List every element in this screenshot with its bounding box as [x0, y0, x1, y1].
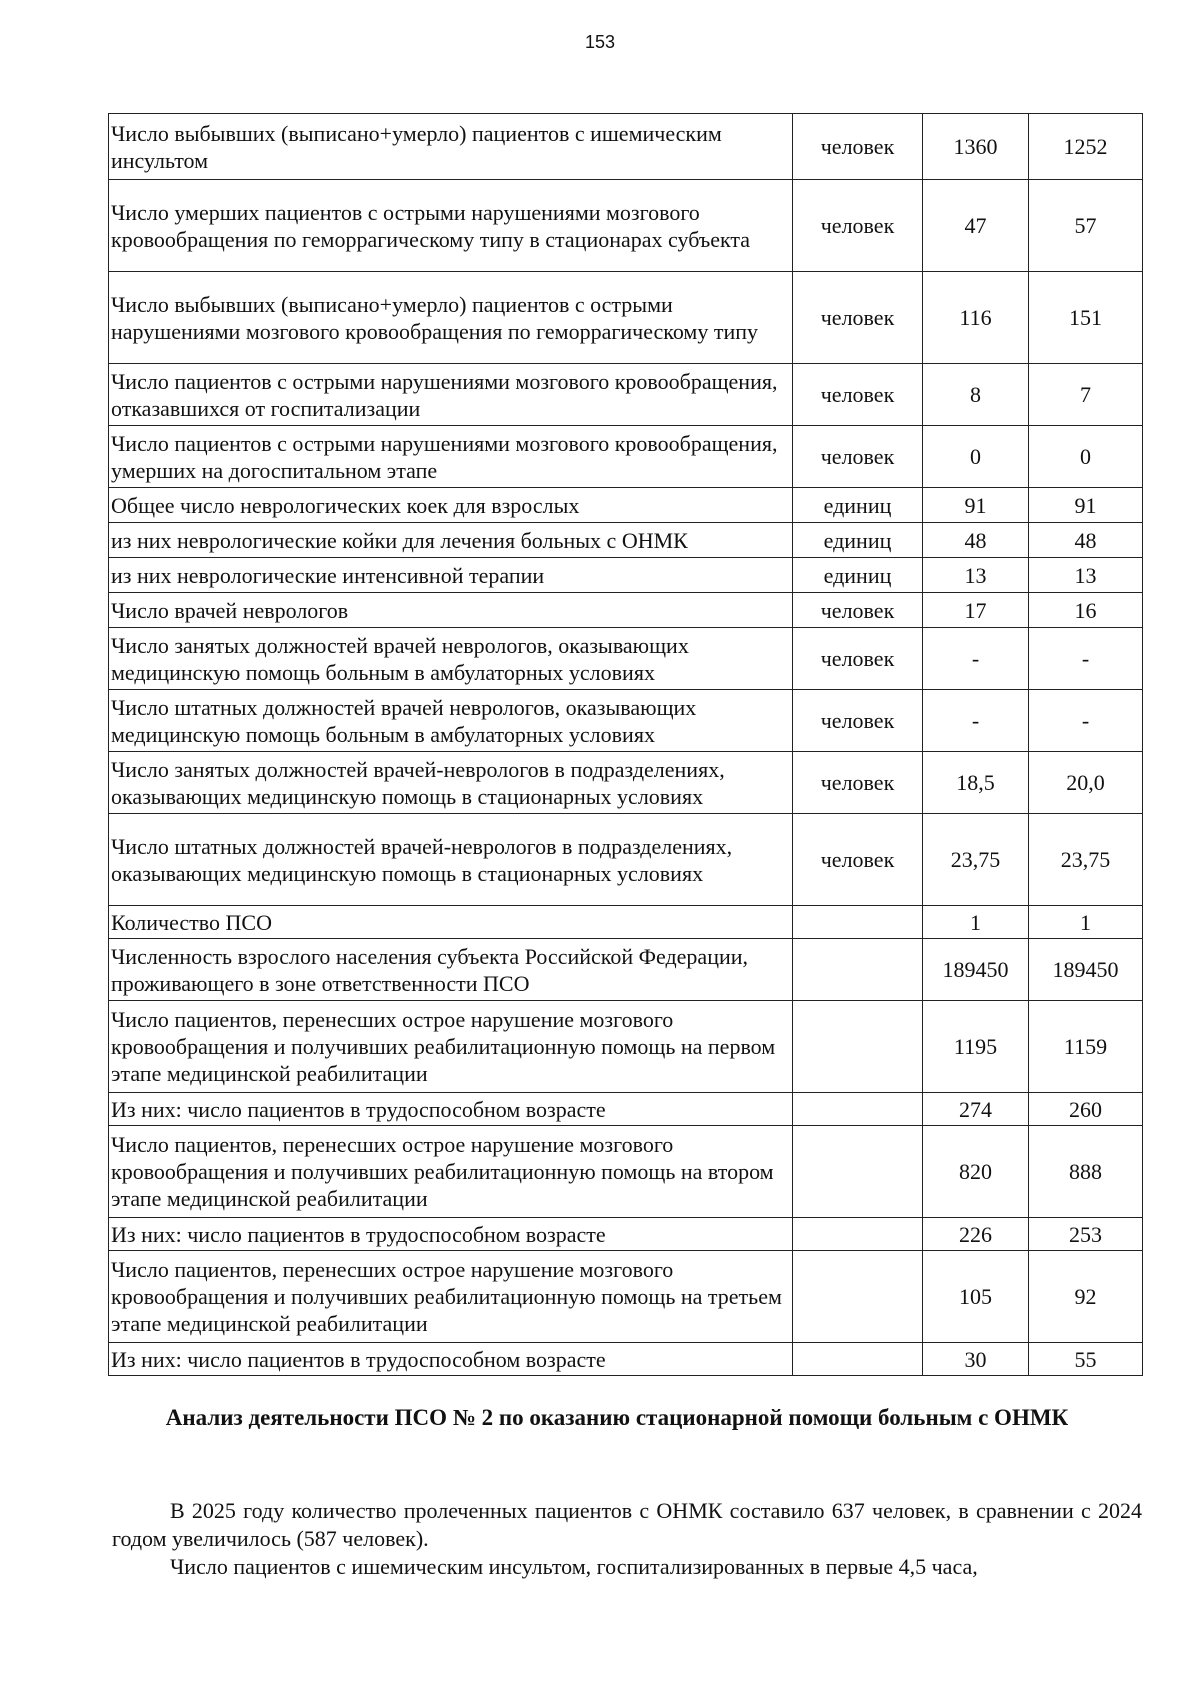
unit-cell: человек: [793, 114, 923, 180]
value-2024-cell: 1360: [923, 114, 1029, 180]
table-row: [109, 1343, 1143, 1376]
unit-cell: человек: [793, 690, 923, 752]
unit-cell: человек: [793, 180, 923, 272]
value-2024-cell: 0: [923, 426, 1029, 488]
paragraph-ischemic-stroke: Число пациентов с ишемическим инсультом, госпитализированных в первые 4,5 часа,: [170, 1554, 978, 1579]
indicator-cell: Число занятых должностей врачей-неврологов в подразделениях, оказывающих медицинскую помощь в стационарных условиях: [109, 752, 793, 814]
unit-cell: единиц: [793, 488, 923, 523]
value-2024-cell: 1195: [923, 1001, 1029, 1093]
unit-cell: единиц: [793, 523, 923, 558]
value-2025-cell: 1159: [1029, 1001, 1143, 1093]
value-2025-cell: 151: [1029, 272, 1143, 364]
value-2024-cell: 1: [923, 906, 1029, 939]
indicator-cell: Число штатных должностей врачей-неврологов в подразделениях, оказывающих медицинскую помощь в стационарных условиях: [109, 814, 793, 906]
value-2025-cell: 91: [1029, 488, 1143, 523]
indicator-cell: Из них: число пациентов в трудоспособном возрасте: [109, 1218, 793, 1251]
value-2024-cell: 226: [923, 1218, 1029, 1251]
indicator-cell: Число штатных должностей врачей неврологов, оказывающих медицинскую помощь больным в амбулаторных условиях: [109, 690, 793, 752]
value-2024-cell: 13: [923, 558, 1029, 593]
value-2025-cell: 16: [1029, 593, 1143, 628]
unit-cell: человек: [793, 426, 923, 488]
unit-cell: [793, 1218, 923, 1251]
value-2025-cell: 7: [1029, 364, 1143, 426]
section-heading: Анализ деятельности ПСО № 2 по оказанию стационарной помощи больным с ОНМК: [165, 1405, 1069, 1430]
value-2024-cell: 91: [923, 488, 1029, 523]
unit-cell: [793, 1126, 923, 1218]
value-2025-cell: 92: [1029, 1251, 1143, 1343]
unit-cell: [793, 1001, 923, 1093]
indicator-cell: Из них: число пациентов в трудоспособном возрасте: [109, 1343, 793, 1376]
value-2025-cell: 23,75: [1029, 814, 1143, 906]
value-2025-cell: -: [1029, 690, 1143, 752]
value-2024-cell: -: [923, 628, 1029, 690]
value-2024-cell: 105: [923, 1251, 1029, 1343]
value-2025-cell: 13: [1029, 558, 1143, 593]
table-row: [109, 690, 1143, 752]
value-2025-cell: -: [1029, 628, 1143, 690]
paragraph-patients-count: В 2025 году количество пролеченных пациентов с ОНМК составило 637 человек, в сравнении с 2024 годом увеличилось (587 человек).: [112, 1498, 1142, 1551]
value-2025-cell: 189450: [1029, 939, 1143, 1001]
indicator-cell: Количество ПСО: [109, 906, 793, 939]
unit-cell: человек: [793, 364, 923, 426]
value-2024-cell: 116: [923, 272, 1029, 364]
unit-cell: человек: [793, 814, 923, 906]
table-row: [109, 114, 1143, 180]
unit-cell: [793, 906, 923, 939]
unit-cell: единиц: [793, 558, 923, 593]
value-2024-cell: 274: [923, 1093, 1029, 1126]
value-2025-cell: 1: [1029, 906, 1143, 939]
table-row: [109, 1251, 1143, 1343]
value-2024-cell: 17: [923, 593, 1029, 628]
indicator-cell: Число пациентов, перенесших острое нарушение мозгового кровообращения и получивших реабилитационную помощь на третьем этапе медицинской реабилитации: [109, 1251, 793, 1343]
table-row: [109, 628, 1143, 690]
table-row: [109, 939, 1143, 1001]
unit-cell: [793, 1343, 923, 1376]
indicator-cell: Число занятых должностей врачей неврологов, оказывающих медицинскую помощь больным в амбулаторных условиях: [109, 628, 793, 690]
value-2025-cell: 20,0: [1029, 752, 1143, 814]
indicator-cell: Число врачей неврологов: [109, 593, 793, 628]
value-2024-cell: 23,75: [923, 814, 1029, 906]
unit-cell: человек: [793, 272, 923, 364]
value-2024-cell: 189450: [923, 939, 1029, 1001]
table-row: [109, 523, 1143, 558]
value-2024-cell: 8: [923, 364, 1029, 426]
table-row: [109, 1126, 1143, 1218]
value-2025-cell: 888: [1029, 1126, 1143, 1218]
indicator-cell: Численность взрослого населения субъекта Российской Федерации, проживающего в зоне ответственности ПСО: [109, 939, 793, 1001]
indicator-cell: Общее число неврологических коек для взрослых: [109, 488, 793, 523]
value-2025-cell: 57: [1029, 180, 1143, 272]
table-row: [109, 814, 1143, 906]
unit-cell: человек: [793, 593, 923, 628]
indicator-cell: Из них: число пациентов в трудоспособном возрасте: [109, 1093, 793, 1126]
unit-cell: [793, 1251, 923, 1343]
value-2024-cell: 48: [923, 523, 1029, 558]
table-row: [109, 488, 1143, 523]
unit-cell: [793, 1093, 923, 1126]
indicator-cell: Число выбывших (выписано+умерло) пациентов с ишемическим инсультом: [109, 114, 793, 180]
value-2025-cell: 1252: [1029, 114, 1143, 180]
table-row: [109, 1001, 1143, 1093]
indicator-cell: Число выбывших (выписано+умерло) пациентов с острыми нарушениями мозгового кровообращения по геморрагическому типу: [109, 272, 793, 364]
table-row: [109, 272, 1143, 364]
table-row: [109, 426, 1143, 488]
table-row: [109, 180, 1143, 272]
table-row: [109, 906, 1143, 939]
table-row: [109, 364, 1143, 426]
value-2025-cell: 48: [1029, 523, 1143, 558]
indicator-cell: Число пациентов, перенесших острое нарушение мозгового кровообращения и получивших реабилитационную помощь на первом этапе медицинской реабилитации: [109, 1001, 793, 1093]
value-2024-cell: -: [923, 690, 1029, 752]
value-2024-cell: 18,5: [923, 752, 1029, 814]
value-2025-cell: 0: [1029, 426, 1143, 488]
page-number: 153: [584, 32, 616, 52]
unit-cell: [793, 939, 923, 1001]
indicator-cell: из них неврологические койки для лечения больных с ОНМК: [109, 523, 793, 558]
indicator-cell: Число пациентов с острыми нарушениями мозгового кровообращения, умерших на догоспитальном этапе: [109, 426, 793, 488]
value-2024-cell: 30: [923, 1343, 1029, 1376]
table-row: [109, 593, 1143, 628]
table-row: [109, 752, 1143, 814]
value-2025-cell: 253: [1029, 1218, 1143, 1251]
statistics-table: [108, 113, 1143, 1376]
indicator-cell: Число пациентов с острыми нарушениями мозгового кровообращения, отказавшихся от госпитализации: [109, 364, 793, 426]
value-2024-cell: 47: [923, 180, 1029, 272]
indicator-cell: Число умерших пациентов с острыми нарушениями мозгового кровообращения по геморрагическому типу в стационарах субъекта: [109, 180, 793, 272]
table-row: [109, 1218, 1143, 1251]
value-2025-cell: 260: [1029, 1093, 1143, 1126]
indicator-cell: Число пациентов, перенесших острое нарушение мозгового кровообращения и получивших реабилитационную помощь на втором этапе медицинской реабилитации: [109, 1126, 793, 1218]
indicator-cell: из них неврологические интенсивной терапии: [109, 558, 793, 593]
value-2024-cell: 820: [923, 1126, 1029, 1218]
statistics-table-body: [109, 114, 1143, 1376]
unit-cell: человек: [793, 752, 923, 814]
table-row: [109, 1093, 1143, 1126]
unit-cell: человек: [793, 628, 923, 690]
value-2025-cell: 55: [1029, 1343, 1143, 1376]
table-row: [109, 558, 1143, 593]
